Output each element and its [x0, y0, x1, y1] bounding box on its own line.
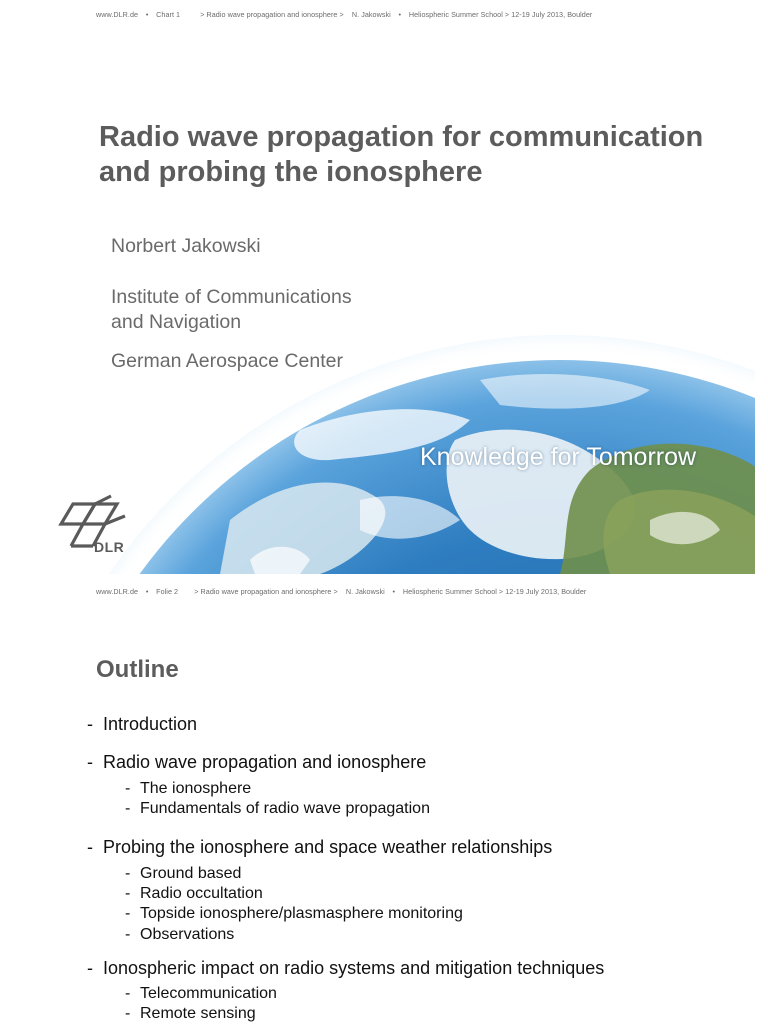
- outline-subitem-observations: - Observations: [125, 926, 235, 943]
- organization-name: German Aerospace Center: [111, 350, 343, 372]
- outline-item-probing: - Probing the ionosphere and space weather relationships: [87, 837, 553, 857]
- header-site: www.DLR.de: [96, 587, 139, 596]
- outline-subitem-remote-sensing: - Remote sensing: [125, 1005, 256, 1022]
- dlr-logo-text: DLR: [94, 539, 125, 555]
- header-event: Heliospheric Summer School > 12-19 July 2013, Boulder: [408, 10, 593, 19]
- institute-line-2: and Navigation: [111, 311, 242, 333]
- outline-slide: [0, 574, 768, 1024]
- author-name: Norbert Jakowski: [111, 235, 261, 257]
- outline-subitem-radio-occultation: - Radio occultation: [125, 885, 263, 902]
- outline-subitem-fundamentals: - Fundamentals of radio wave propagation: [125, 800, 430, 817]
- tagline: Knowledge for Tomorrow: [420, 443, 697, 471]
- slide-header: www.DLR.de • Folie 2 > Radio wave propagation and ionosphere > N. Jakowski • Heliospheric Summer School > 12-19 July 2013, Boulder: [96, 587, 587, 596]
- slide-header: www.DLR.de • Chart 1 > Radio wave propagation and ionosphere > N. Jakowski • Heliospheric Summer School > 12-19 July 2013, Boulder: [96, 10, 593, 19]
- outline-item-radio-propagation: - Radio wave propagation and ionosphere: [87, 752, 427, 772]
- header-site: www.DLR.de: [96, 10, 139, 19]
- header-author: N. Jakowski: [345, 587, 385, 596]
- title-line-1: Radio wave propagation for communication: [99, 121, 704, 153]
- outline-subitem-ground-based: - Ground based: [125, 865, 242, 882]
- outline-subitem-topside: - Topside ionosphere/plasmasphere monitoring: [125, 905, 463, 922]
- outline-title: Outline: [96, 656, 179, 683]
- outline-subitem-ionosphere: - The ionosphere: [125, 780, 252, 797]
- header-author: N. Jakowski: [351, 10, 391, 19]
- header-path: > Radio wave propagation and ionosphere >: [200, 10, 344, 19]
- outline-item-introduction: - Introduction: [87, 714, 198, 734]
- header-event: Heliospheric Summer School > 12-19 July 2013, Boulder: [402, 587, 587, 596]
- outline-item-ionospheric-impact: - Ionospheric impact on radio systems and mitigation techniques: [87, 958, 605, 978]
- header-path: > Radio wave propagation and ionosphere >: [194, 587, 338, 596]
- outline-subitem-telecommunication: - Telecommunication: [125, 985, 277, 1002]
- title-line-2: and probing the ionosphere: [99, 156, 483, 188]
- institute-line-1: Institute of Communications: [111, 286, 352, 308]
- header-chart: Folie 2: [156, 587, 179, 596]
- header-chart: Chart 1: [156, 10, 181, 19]
